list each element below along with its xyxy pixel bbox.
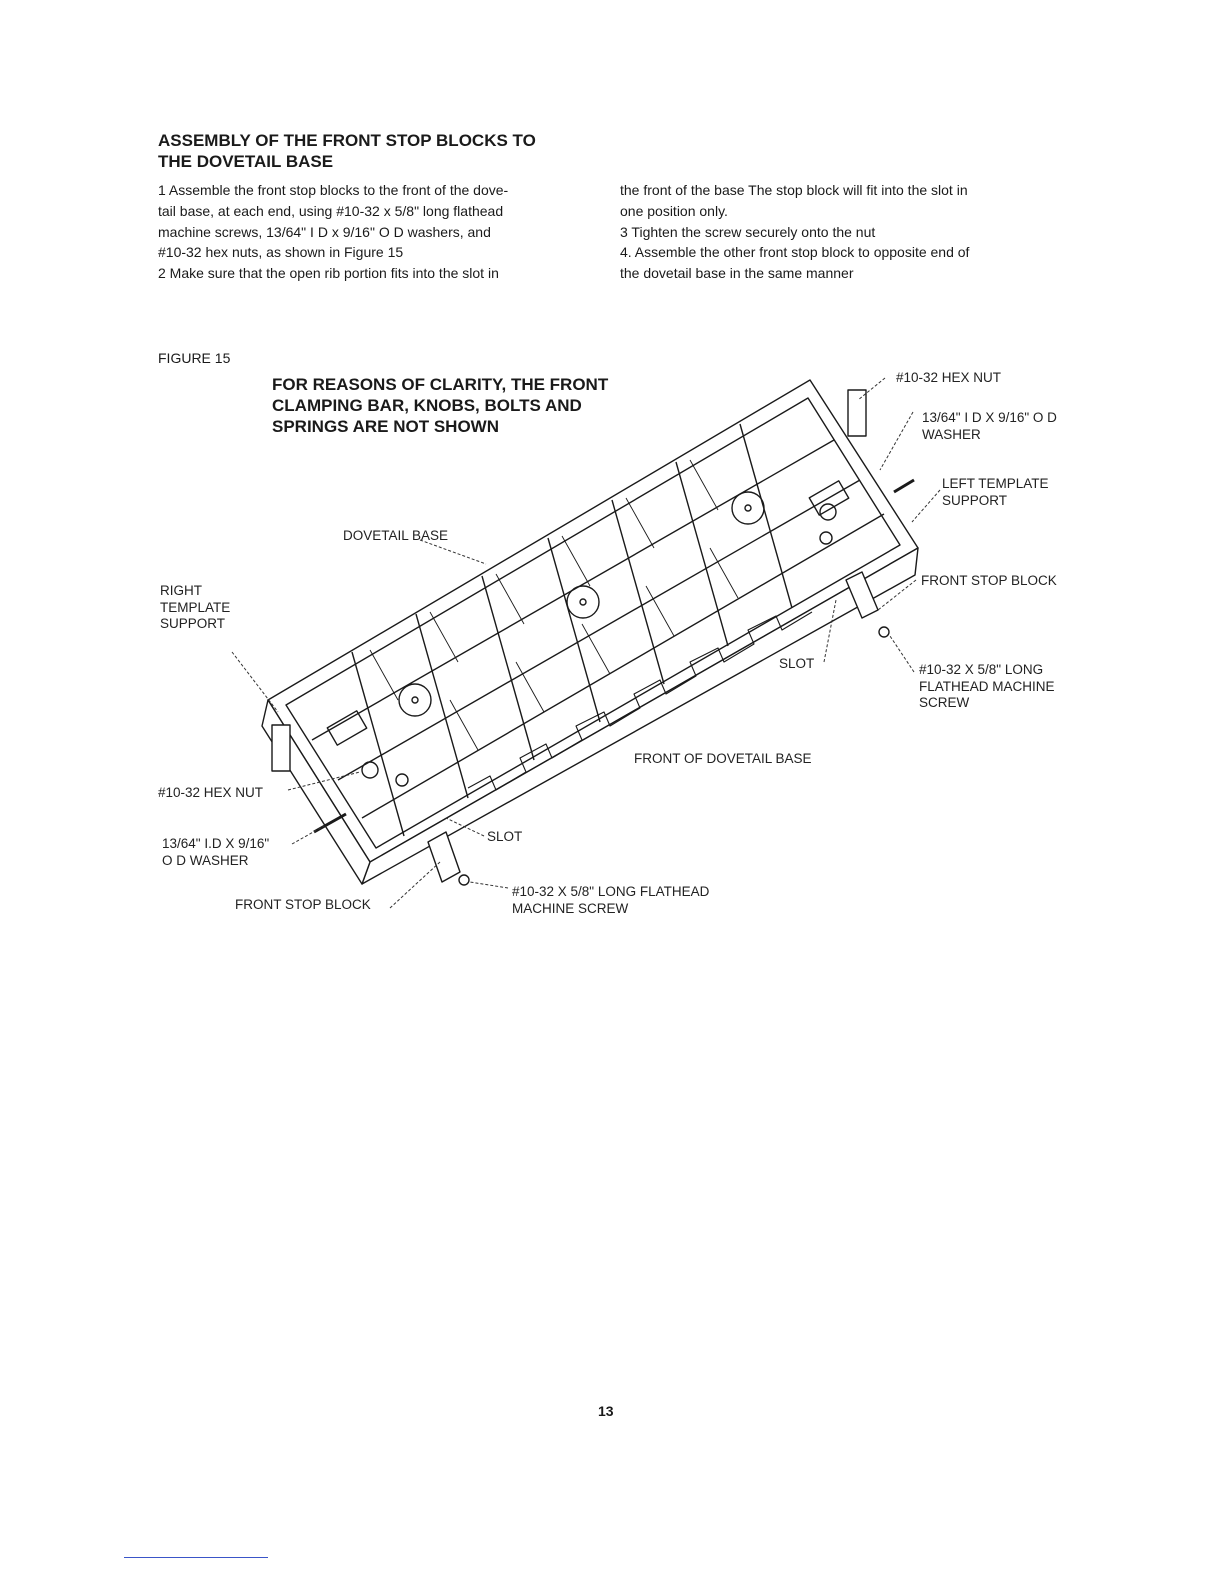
callout-line: 13/64" I.D X 9/16" — [162, 836, 270, 851]
leader-line — [890, 636, 914, 672]
callout-dovetail-base: DOVETAIL BASE — [343, 528, 449, 543]
instruction-line: the dovetail base in the same manner — [620, 265, 854, 282]
callout-line: MACHINE SCREW — [512, 900, 629, 916]
flathead-screw-left — [459, 875, 469, 885]
callout-left-template-support — [942, 476, 1049, 509]
pin-right — [894, 480, 914, 492]
leader-line — [880, 412, 913, 470]
callout-front-stop-block-right: FRONT STOP BLOCK — [921, 573, 1057, 588]
callout-washer-right — [922, 410, 1057, 443]
callout-slot-left: SLOT — [487, 829, 523, 844]
callout-line: #10-32 X 5/8" LONG — [919, 662, 1044, 677]
leader-line — [390, 862, 440, 908]
instruction-line: 4. Assemble the other front stop block to opposite end of — [620, 244, 970, 261]
callout-line: RIGHT — [160, 583, 202, 598]
callout-right-template-support — [160, 583, 230, 633]
callout-line: O D WASHER — [162, 852, 249, 868]
callout-line: #10-32 X 5/8" LONG FLATHEAD — [512, 884, 710, 899]
leader-line — [912, 490, 940, 522]
notice-line: SPRINGS ARE NOT SHOWN — [272, 417, 499, 436]
footer-divider — [124, 1557, 268, 1558]
leader-line — [292, 826, 324, 844]
instruction-line: the front of the base The stop block will fit into the slot in — [620, 182, 968, 198]
notice-line: CLAMPING BAR, KNOBS, BOLTS AND — [272, 396, 582, 415]
callout-screw-left — [512, 884, 709, 917]
instruction-line: tail base, at each end, using #10-32 x 5/8" long flathead — [158, 202, 504, 219]
callout-hex-nut-left: #10-32 HEX NUT — [158, 785, 264, 800]
instruction-line: one position only. — [620, 202, 728, 219]
callout-line: 13/64" I D X 9/16" O D — [922, 410, 1057, 425]
end-block-right — [848, 390, 866, 436]
flathead-screw-right — [879, 627, 889, 637]
front-stop-block-left — [428, 832, 460, 882]
callout-front-of-dovetail-base: FRONT OF DOVETAIL BASE — [634, 751, 812, 766]
callout-slot-right: SLOT — [779, 656, 815, 671]
callout-hex-nut-right: #10-32 HEX NUT — [896, 370, 1002, 385]
callout-line: LEFT TEMPLATE — [942, 476, 1049, 491]
instruction-line: 2 Make sure that the open rib portion fits into the slot in — [158, 265, 499, 282]
callout-line: SUPPORT — [942, 492, 1008, 508]
callout-line: FLATHEAD MACHINE — [919, 678, 1055, 694]
end-block-left — [272, 725, 290, 771]
figure-label: FIGURE 15 — [158, 350, 231, 366]
heading-line-1: ASSEMBLY OF THE FRONT STOP BLOCKS TO — [158, 131, 536, 150]
instruction-line: #10-32 hex nuts, as shown in Figure 15 — [158, 244, 404, 261]
callout-screw-right — [919, 662, 1055, 712]
callout-washer-left — [162, 836, 269, 869]
instruction-line: 3 Tighten the screw securely onto the nut — [620, 223, 876, 240]
callout-line: TEMPLATE — [160, 599, 231, 615]
instruction-line: 1 Assemble the front stop blocks to the front of the dove- — [158, 182, 509, 198]
heading-line-2: THE DOVETAIL BASE — [158, 152, 334, 171]
page-number: 13 — [598, 1403, 614, 1419]
callout-front-stop-block-left: FRONT STOP BLOCK — [235, 897, 371, 912]
callout-line: WASHER — [922, 426, 981, 442]
callout-line: SUPPORT — [160, 616, 226, 631]
callout-line: SCREW — [919, 695, 970, 710]
notice-line: FOR REASONS OF CLARITY, THE FRONT — [272, 375, 609, 394]
instruction-line: machine screws, 13/64" I D x 9/16" O D washers, and — [158, 223, 491, 240]
leader-line — [470, 882, 508, 888]
